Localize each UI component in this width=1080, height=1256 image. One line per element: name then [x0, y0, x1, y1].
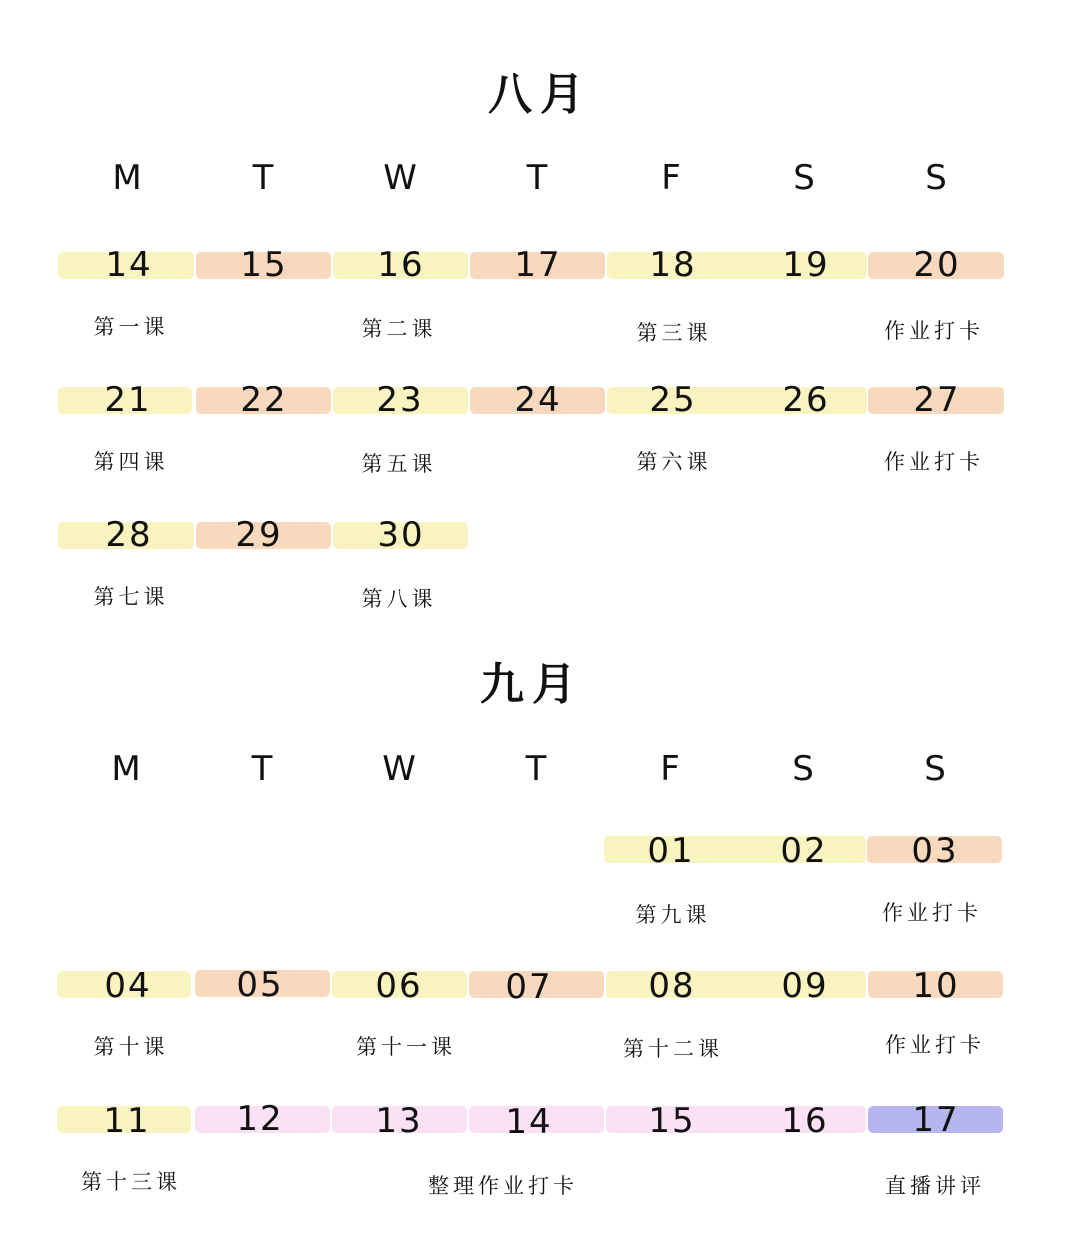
calendar-date: 02	[780, 831, 828, 871]
calendar-date: 17	[514, 245, 562, 285]
event-label: 整理作业打卡	[428, 1174, 578, 1198]
event-label: 直播讲评	[885, 1174, 985, 1198]
event-label: 第四课	[93, 450, 169, 474]
calendar-date: 18	[649, 245, 697, 285]
calendar-date: 15	[648, 1101, 696, 1141]
weekday-sun: S	[925, 158, 947, 198]
calendar-date: 03	[911, 831, 959, 871]
calendar-date: 25	[649, 380, 697, 420]
calendar-date: 14	[105, 245, 153, 285]
calendar-date: 01	[647, 831, 695, 871]
event-label: 第十课	[93, 1035, 169, 1059]
event-label: 第三课	[636, 321, 712, 345]
weekday-fri: F	[660, 749, 680, 789]
calendar-date: 11	[103, 1101, 151, 1141]
calendar-date: 19	[782, 245, 830, 285]
calendar-date: 16	[781, 1101, 829, 1141]
calendar-date: 07	[505, 967, 553, 1007]
calendar-date: 12	[236, 1099, 284, 1139]
weekday-tue: T	[252, 158, 274, 198]
calendar-date: 22	[240, 380, 288, 420]
event-label: 第六课	[636, 450, 712, 474]
calendar-date: 15	[240, 245, 288, 285]
weekday-wed: W	[382, 749, 416, 789]
calendar-date: 13	[375, 1101, 423, 1141]
month-title-september: 九月	[480, 659, 584, 710]
weekday-mon: M	[111, 749, 141, 789]
event-label: 第十一课	[356, 1035, 456, 1059]
weekday-sat: S	[793, 158, 815, 198]
calendar-date: 04	[104, 966, 152, 1006]
calendar-date: 16	[377, 245, 425, 285]
event-label: 作业打卡	[884, 319, 984, 343]
weekday-sat: S	[792, 749, 814, 789]
calendar-date: 23	[376, 380, 424, 420]
weekday-fri: F	[661, 158, 681, 198]
event-label: 第十三课	[81, 1170, 181, 1194]
calendar-date: 05	[236, 965, 284, 1005]
calendar-date: 28	[105, 515, 153, 555]
month-title-august: 八月	[488, 69, 592, 120]
calendar-date: 10	[912, 966, 960, 1006]
calendar-date: 08	[648, 966, 696, 1006]
event-label: 第十二课	[623, 1037, 723, 1061]
weekday-sun: S	[924, 749, 946, 789]
calendar-date: 27	[913, 380, 961, 420]
event-label: 第一课	[93, 315, 169, 339]
calendar-date: 30	[377, 515, 425, 555]
event-label: 作业打卡	[882, 901, 982, 925]
event-label: 作业打卡	[885, 1033, 985, 1057]
calendar-date: 26	[782, 380, 830, 420]
calendar-date: 17	[912, 1100, 960, 1140]
calendar-date: 20	[913, 245, 961, 285]
weekday-thu: T	[526, 158, 548, 198]
event-label: 第五课	[361, 452, 437, 476]
event-label: 第九课	[635, 903, 711, 927]
event-label: 第二课	[361, 317, 437, 341]
calendar-date: 09	[781, 966, 829, 1006]
event-label: 第七课	[93, 585, 169, 609]
calendar-date: 29	[235, 515, 283, 555]
calendar-date: 06	[375, 966, 423, 1006]
event-label: 作业打卡	[884, 450, 984, 474]
weekday-thu: T	[525, 749, 547, 789]
weekday-tue: T	[251, 749, 273, 789]
calendar-date: 24	[514, 380, 562, 420]
event-label: 第八课	[361, 587, 437, 611]
calendar-date: 21	[104, 380, 152, 420]
weekday-wed: W	[383, 158, 417, 198]
calendar-date: 14	[505, 1102, 553, 1142]
weekday-mon: M	[112, 158, 142, 198]
